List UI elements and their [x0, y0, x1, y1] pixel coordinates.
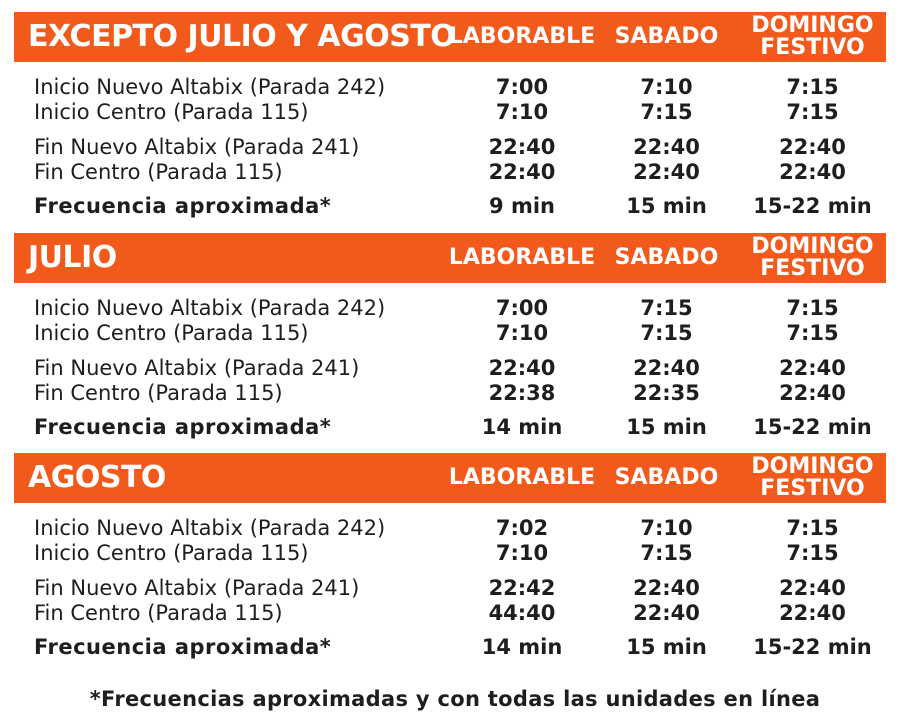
table-row	[14, 321, 886, 346]
column-header-label: DOMINGO	[751, 454, 874, 479]
value-laborable: 7:00	[495, 296, 549, 320]
column-header-label: LABORABLE	[448, 24, 596, 49]
value-laborable: 44:40	[488, 601, 556, 625]
value-sabado: 22:40	[633, 356, 700, 380]
table-row	[14, 135, 886, 160]
schedule-section-excepto-julio-agosto	[14, 12, 886, 218]
row-label: Fin Centro (Parada 115)	[34, 160, 283, 184]
column-header-label: FESTIVO	[760, 256, 865, 281]
frequency-row	[14, 635, 886, 660]
table-row	[14, 296, 886, 321]
row-label: Inicio Nuevo Altabix (Parada 242)	[34, 296, 386, 320]
row-label: Fin Nuevo Altabix (Parada 241)	[34, 356, 360, 380]
value-laborable: 14 min	[481, 415, 563, 439]
section-title: JULIO	[28, 240, 117, 275]
value-domingo: 22:40	[779, 601, 846, 625]
table-row	[14, 541, 886, 566]
table-row	[14, 356, 886, 381]
row-label: Frecuencia aproximada*	[34, 194, 332, 218]
row-label: Fin Nuevo Altabix (Parada 241)	[34, 135, 360, 159]
value-laborable: 22:38	[488, 381, 556, 405]
value-domingo: 7:15	[786, 321, 839, 345]
column-header-domingo-festivo	[739, 12, 886, 62]
value-sabado: 7:10	[640, 516, 693, 540]
row-label: Inicio Nuevo Altabix (Parada 242)	[34, 516, 386, 540]
row-label: Fin Centro (Parada 115)	[34, 381, 283, 405]
section-header	[14, 233, 886, 283]
value-domingo: 7:15	[786, 75, 839, 99]
column-header-label: FESTIVO	[760, 35, 865, 60]
column-header-domingo-festivo	[739, 453, 886, 503]
column-header-sabado	[604, 233, 729, 283]
value-sabado: 15 min	[626, 194, 707, 218]
value-laborable: 22:40	[488, 356, 556, 380]
value-laborable: 7:10	[495, 321, 549, 345]
column-header-label: SABADO	[614, 245, 719, 270]
value-domingo: 22:40	[779, 381, 846, 405]
value-sabado: 7:15	[640, 296, 693, 320]
footnote: *Frecuencias aproximadas y con todas las unidades en línea	[89, 687, 821, 711]
value-sabado: 22:40	[633, 135, 700, 159]
value-sabado: 15 min	[626, 415, 707, 439]
value-sabado: 22:35	[633, 381, 700, 405]
value-domingo: 15-22 min	[753, 415, 872, 439]
table-row	[14, 601, 886, 626]
row-label: Frecuencia aproximada*	[34, 415, 332, 439]
value-domingo: 15-22 min	[753, 635, 872, 659]
column-header-laborable	[446, 453, 598, 503]
value-sabado: 7:15	[640, 100, 693, 124]
column-header-label: LABORABLE	[448, 465, 596, 490]
column-header-label: SABADO	[614, 465, 719, 490]
schedule-section-julio	[14, 233, 886, 439]
value-laborable: 7:00	[495, 75, 549, 99]
value-domingo: 15-22 min	[753, 194, 872, 218]
value-laborable: 7:02	[495, 516, 549, 540]
column-header-label: FESTIVO	[760, 476, 865, 501]
section-header	[14, 12, 886, 62]
column-header-label: DOMINGO	[751, 234, 874, 259]
value-sabado: 7:10	[640, 75, 693, 99]
column-header-laborable	[446, 12, 598, 62]
table-row	[14, 516, 886, 541]
value-domingo: 7:15	[786, 516, 839, 540]
row-label: Frecuencia aproximada*	[34, 635, 332, 659]
frequency-row	[14, 194, 886, 219]
table-row	[14, 160, 886, 185]
column-header-label: SABADO	[614, 24, 719, 49]
value-laborable: 7:10	[495, 100, 549, 124]
value-laborable: 7:10	[495, 541, 549, 565]
value-laborable: 14 min	[481, 635, 563, 659]
section-header	[14, 453, 886, 503]
value-domingo: 7:15	[786, 296, 839, 320]
value-domingo: 22:40	[779, 576, 846, 600]
table-row	[14, 576, 886, 601]
value-laborable: 9 min	[489, 194, 555, 218]
value-laborable: 22:42	[488, 576, 556, 600]
value-laborable: 22:40	[488, 135, 556, 159]
column-header-sabado	[604, 12, 729, 62]
value-domingo: 7:15	[786, 100, 839, 124]
row-label: Inicio Nuevo Altabix (Parada 242)	[34, 75, 386, 99]
schedule-section-agosto	[14, 453, 886, 659]
row-label: Inicio Centro (Parada 115)	[34, 321, 309, 345]
table-row	[14, 100, 886, 125]
table-row	[14, 75, 886, 100]
column-header-label: DOMINGO	[751, 13, 874, 38]
value-domingo: 22:40	[779, 356, 846, 380]
column-header-domingo-festivo	[739, 233, 886, 283]
section-title: EXCEPTO JULIO Y AGOSTO	[28, 19, 456, 54]
section-title: AGOSTO	[28, 460, 166, 495]
row-label: Inicio Centro (Parada 115)	[34, 100, 309, 124]
column-header-label: LABORABLE	[448, 245, 596, 270]
value-domingo: 7:15	[786, 541, 839, 565]
value-sabado: 22:40	[633, 160, 700, 184]
value-domingo: 22:40	[779, 135, 846, 159]
row-label: Fin Centro (Parada 115)	[34, 601, 283, 625]
row-label: Inicio Centro (Parada 115)	[34, 541, 309, 565]
table-row	[14, 381, 886, 406]
row-label: Fin Nuevo Altabix (Parada 241)	[34, 576, 360, 600]
value-domingo: 22:40	[779, 160, 846, 184]
value-sabado: 15 min	[626, 635, 707, 659]
value-sabado: 7:15	[640, 541, 693, 565]
value-sabado: 22:40	[633, 601, 700, 625]
value-laborable: 22:40	[488, 160, 556, 184]
frequency-row	[14, 415, 886, 440]
column-header-laborable	[446, 233, 598, 283]
value-sabado: 7:15	[640, 321, 693, 345]
column-header-sabado	[604, 453, 729, 503]
value-sabado: 22:40	[633, 576, 700, 600]
